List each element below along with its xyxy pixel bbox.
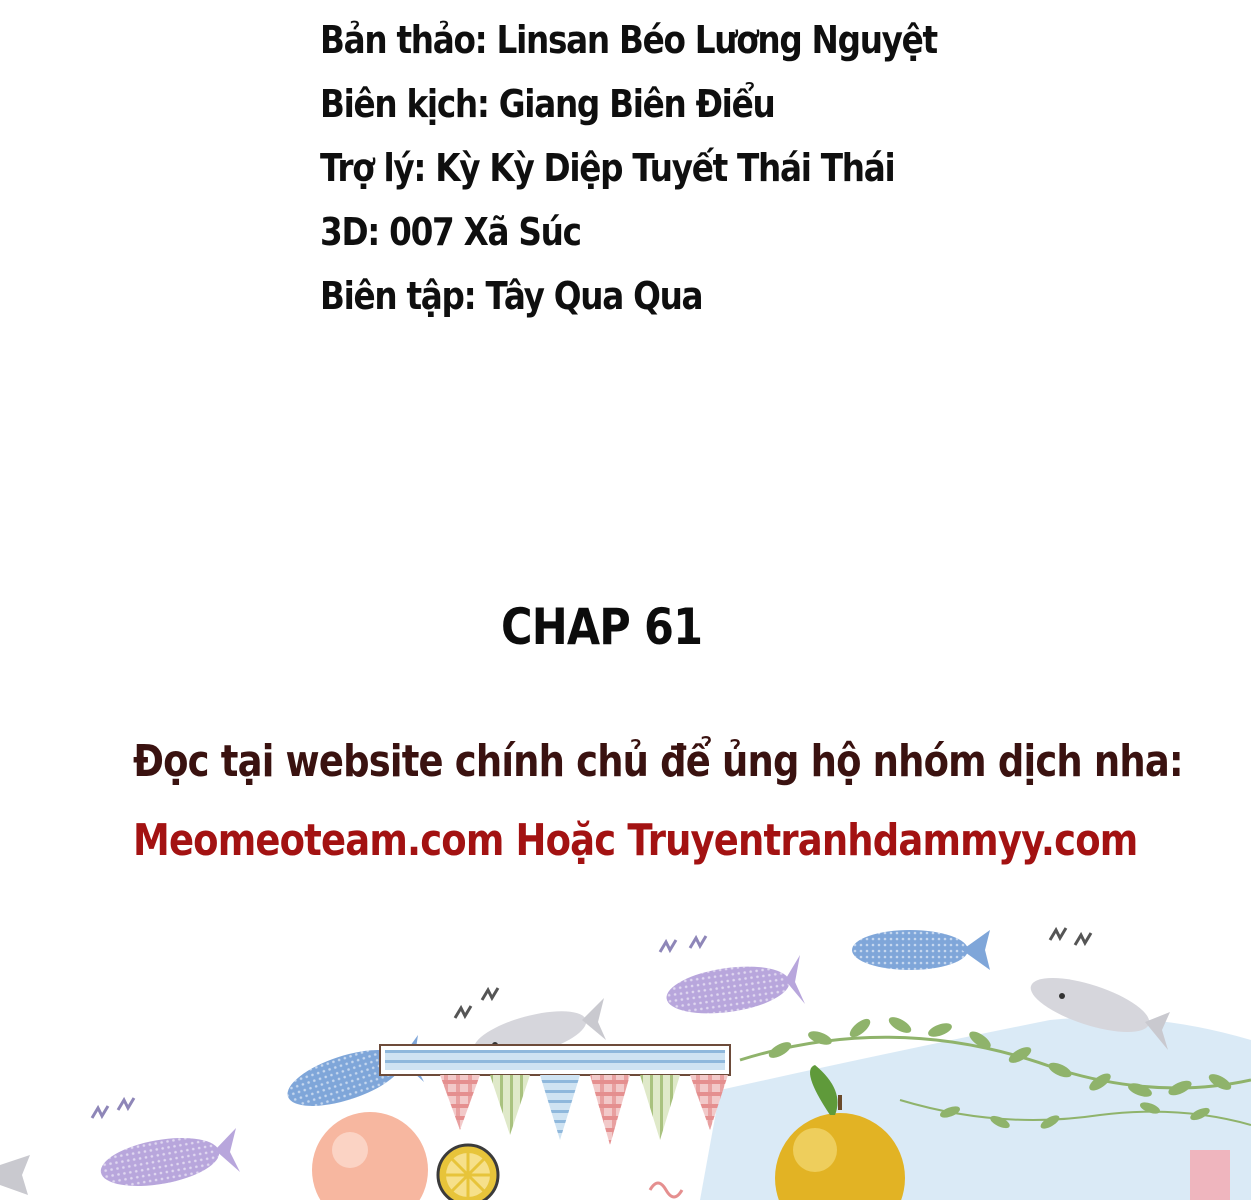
fish-icon <box>660 936 805 1020</box>
credit-line-assistant: Trợ lý: Kỳ Kỳ Diệp Tuyết Thái Thái <box>320 146 895 190</box>
decor-shape <box>1190 1150 1230 1200</box>
credit-line-draft: Bản thảo: Linsan Béo Lương Nguyệt <box>320 18 937 62</box>
credits-list <box>320 8 1037 328</box>
fish-icon <box>92 1098 240 1194</box>
website-links <box>133 810 1137 872</box>
fish-icon <box>852 930 990 970</box>
link-separator: Hoặc <box>515 815 616 866</box>
chapter-title: CHAP 61 <box>501 598 703 656</box>
website-link-meomeoteam[interactable]: Meomeoteam.com <box>133 815 504 866</box>
credit-line-screenplay: Biên kịch: Giang Biên Điểu <box>320 82 775 126</box>
heart-icon <box>650 1183 682 1197</box>
decorative-illustration <box>0 900 1251 1200</box>
bunting-icon <box>380 1045 730 1145</box>
peach-icon <box>312 1112 428 1200</box>
fish-icon <box>0 1155 30 1195</box>
website-link-truyentranhdammyy[interactable]: Truyentranhdammyy.com <box>627 815 1138 866</box>
support-notice: Đọc tại website chính chủ để ủng hộ nhóm dịch nha: <box>133 736 1183 787</box>
lemon-icon <box>438 1145 498 1200</box>
credit-line-editor: Biên tập: Tây Qua Qua <box>320 274 703 318</box>
credit-line-3d: 3D: 007 Xã Súc <box>320 210 581 254</box>
